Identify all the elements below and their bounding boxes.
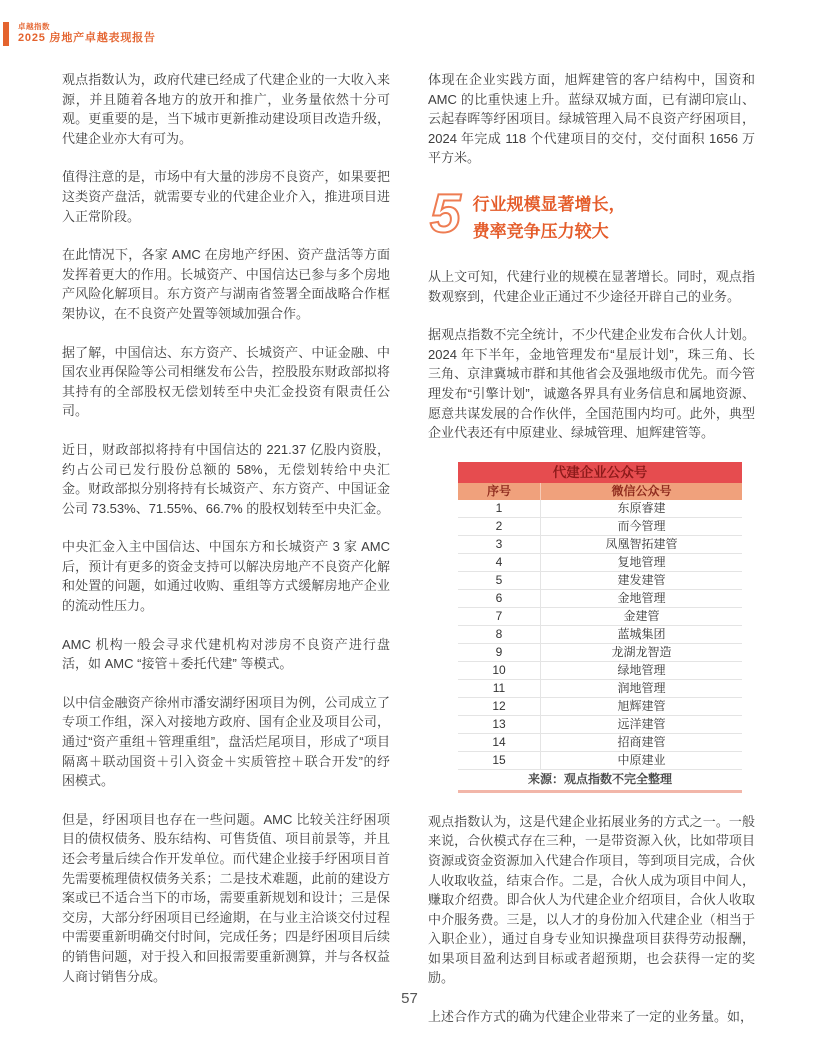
paragraph: 上述合作方式的确为代建企业带来了一定的业务量。如， — [428, 1009, 754, 1025]
table-row — [458, 608, 742, 626]
page-number: 57 — [401, 990, 418, 1007]
table-row — [458, 662, 742, 680]
cell-account: 润地管理 — [617, 680, 666, 695]
cell-no: 6 — [458, 590, 541, 607]
paragraph: 中央汇金入主中国信达、中国东方和长城资产 3 家 AMC 后，预计有更多的资金支持可以解决房地产不良资产化解和处置的问题，如通过收购、重组等方式缓解房地产企业的流动性压力。 — [62, 539, 390, 614]
paragraph: 在此情况下，各家 AMC 在房地产纾困、资产盘活等方面发挥着更大的作用。长城资产、中国信达已参与多个房地产风险化解项目。东方资产与湖南省签署全面战略合作框架协议，在不良资产处置等领域加强合作。 — [62, 247, 390, 321]
table-row — [458, 716, 742, 734]
column-header-account: 微信公众号 — [611, 483, 672, 498]
paragraph: 体现在企业实践方面，旭辉建管的客户结构中，国资和 AMC 的比重快速上升。蓝绿双城方面，已有湖印宸山、云起春晖等纾困项目。绿城管理入局不良资产纾困项目，2024 年完成 118 个代建项目的交付，交付面积 1656 万平方米。 — [428, 72, 755, 166]
cell-account: 绿地管理 — [617, 662, 666, 677]
cell-account: 龙湖龙智造 — [611, 644, 672, 659]
cell-account: 东原睿建 — [617, 500, 666, 515]
paragraph: 值得注意的是，市场中有大量的涉房不良资产，如果要把这类资产盘活，就需要专业的代建企业介入，推进项目进入正常阶段。 — [62, 169, 390, 224]
table-row — [458, 698, 742, 716]
cell-no: 12 — [458, 698, 541, 715]
table-row — [458, 518, 742, 536]
cell-no: 1 — [458, 500, 541, 517]
cell-account: 中原建业 — [617, 752, 666, 767]
table-title: 代建企业公众号 — [458, 462, 742, 483]
table-row — [458, 644, 742, 662]
content-columns — [62, 70, 755, 1043]
section-title-line1: 行业规模显著增长， — [472, 194, 626, 214]
cell-account: 而今管理 — [617, 518, 666, 533]
cell-no: 8 — [458, 626, 541, 643]
cell-no: 15 — [458, 752, 541, 769]
table-row — [458, 536, 742, 554]
cell-account: 蓝城集团 — [617, 626, 666, 641]
cell-no: 10 — [458, 662, 541, 679]
cell-account: 建发建管 — [617, 572, 666, 587]
brand-text — [18, 22, 156, 45]
section-title-line2: 费率竞争压力较大 — [472, 221, 609, 241]
brand-small-label: 卓越指数 — [18, 22, 50, 31]
section-title — [473, 187, 626, 245]
table-header-row — [458, 483, 742, 500]
paragraph: 据观点指数不完全统计，不少代建企业发布合伙人计划。2024 年下半年，金地管理发布“星辰计划”，珠三角、长三角、京津冀城市群和其他省会及强地级市优先。而今管理发布“引擎计划”，诚邀各界具有业务信息和属地资源、愿意共谋发展的合作伙伴，全国范围内均可。此外，典型企业代表还有中原建业、绿城管理、旭辉建管等。 — [428, 327, 755, 441]
table-row — [458, 500, 742, 518]
cell-no: 2 — [458, 518, 541, 535]
table-row — [458, 590, 742, 608]
cell-no: 4 — [458, 554, 541, 571]
paragraph: 观点指数认为，这是代建企业拓展业务的方式之一。一般来说，合伙模式存在三种，一是带资源入伙，比如带项目资源或资金资源加入代建合作项目，等到项目完成，合伙人收取收益，结束合作。二是，合伙人成为项目中间人，赚取介绍费。即合伙人为代建企业介绍项目，合伙人收取中介服务费。三是，以人才的身份加入代建企业（相当于入职企业），通过自身专业知识操盘项目获得劳动报酬，如果项目盈利达到目标或者超预期，也会获得一定的奖励。 — [428, 813, 755, 986]
cell-no: 3 — [458, 536, 541, 553]
cell-account: 复地管理 — [617, 554, 666, 569]
paragraph: 近日，财政部拟将持有中国信达的 221.37 亿股内资股，约占公司已发行股份总额的 58%，无偿划转给中央汇金。财政部拟分别将持有长城资产、东方资产、中国证金公司 73.53%、71.55%、66.7% 的股权划转至中央汇金。 — [62, 441, 390, 516]
cell-account: 金建管 — [623, 608, 660, 623]
table-row — [458, 572, 742, 590]
section-number: 5 — [430, 181, 459, 244]
cell-account: 招商建管 — [617, 734, 666, 749]
cell-account: 凤凰智拓建管 — [605, 536, 678, 551]
cell-no: 5 — [458, 572, 541, 589]
paragraph: 从上文可知，代建行业的规模在显著增长。同时，观点指数观察到，代建企业正通过不少途径开辟自己的业务。 — [428, 268, 755, 304]
paragraph: 以中信金融资产徐州市潘安湖纾困项目为例，公司成立了专项工作组，深入对接地方政府、国有企业及项目公司，通过“资产重组＋管理重组”，盘活烂尾项目，形成了“项目隔离＋联动国资＋引入资金＋实质管控＋联合开发”的纾困模式。 — [62, 694, 390, 789]
column-header-no: 序号 — [458, 483, 541, 500]
right-column — [428, 70, 755, 1043]
table-row — [458, 626, 742, 644]
cell-no: 13 — [458, 716, 541, 733]
table-row — [458, 752, 742, 770]
paragraph: AMC 机构一般会寻求代建机构对涉房不良资产进行盘活，如 AMC “接管＋委托代建” 等模式。 — [62, 636, 390, 672]
cell-no: 7 — [458, 608, 541, 625]
cell-no: 9 — [458, 644, 541, 661]
section-heading — [430, 181, 755, 245]
cell-account: 金地管理 — [617, 590, 666, 605]
table-source-note: 来源：观点指数不完全整理 — [458, 770, 742, 793]
cell-account: 远洋建管 — [617, 716, 666, 731]
paragraph: 但是，纾困项目也存在一些问题。AMC 比较关注纾困项目的债权债务、股东结构、可售货值、项目前景等，并且还会考量后续合作开发单位。而代建企业接手纾困项目首先需要梳理债权债务关系；二是技术难题，此前的建设方案或已不适合当下的市场，需要重新规划和设计；三是保交房，大部分纾困项目已经逾期，在与业主洽谈交付过程中需要重新明确交付时间，完成任务；四是纾困项目后续的销售问题，对于投入和回报需要重新测算，并与各权益人商讨销售分成。 — [62, 811, 390, 984]
paragraph: 据了解，中国信达、东方资产、长城资产、中证金融、中国农业再保险等公司相继发布公告，控股股东财政部拟将其持有的全部股权无偿划转至中央汇金投资有限责任公司。 — [62, 344, 390, 419]
cell-no: 11 — [458, 680, 541, 697]
left-column — [62, 70, 390, 1043]
brand-header — [3, 22, 156, 46]
table-row — [458, 734, 742, 752]
brand-title-label: 2025 房地产卓越表现报告 — [18, 32, 156, 44]
table-row — [458, 680, 742, 698]
wechat-accounts-table — [458, 462, 742, 793]
table-row — [458, 554, 742, 572]
brand-mark-icon — [3, 22, 9, 46]
paragraph: 观点指数认为，政府代建已经成了代建企业的一大收入来源，并且随着各地方的放开和推广，业务量依然十分可观。更重要的是，当下城市更新推动建设项目改造升级，代建企业亦大有可为。 — [62, 72, 390, 146]
cell-account: 旭辉建管 — [617, 698, 666, 713]
cell-no: 14 — [458, 734, 541, 751]
